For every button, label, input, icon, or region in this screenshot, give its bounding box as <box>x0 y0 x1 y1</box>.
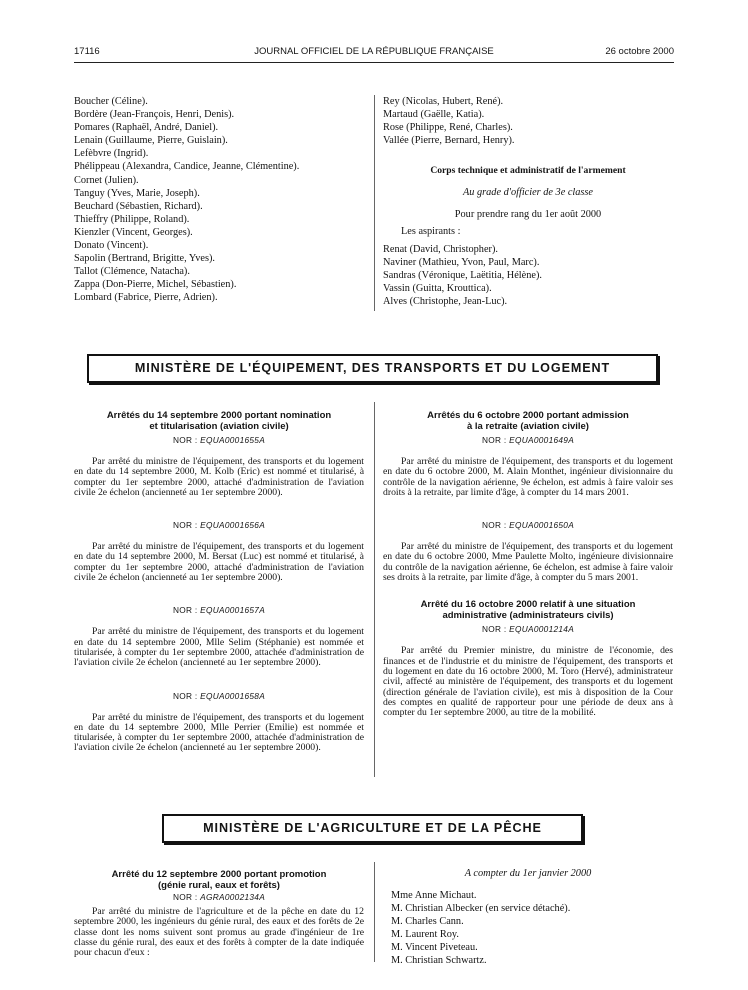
list-item: M. Laurent Roy. <box>391 929 459 941</box>
column-divider <box>374 862 375 962</box>
list-item: Lombard (Fabrice, Pierre, Adrien). <box>74 292 218 304</box>
list-item: Boucher (Céline). <box>74 96 148 107</box>
decree-title-line: Arrêté du 12 septembre 2000 portant promotion <box>111 869 327 880</box>
list-item: Rey (Nicolas, Hubert, René). <box>383 96 504 107</box>
nor-label: NOR : <box>481 435 507 445</box>
decree-paragraph: Par arrêté du Premier ministre, du ministre de l'économie, des finances et de l'industrie et du ministre de l'équipement, des transports et du logement en date du 16 octobre 2000, M. Toro (Hervé), administrateur civil, affecté au ministère de l'équipement, des transports et du logement (direction générale de l'aviation civile), est mis à disposition de la Cour des comptes en qualité de rapporteur pour une période de deux ans à compter du 1er septembre 2000, au titre de la mobilité. <box>383 645 673 719</box>
ministry-banner-equipement <box>87 354 658 383</box>
decree-title <box>383 410 673 432</box>
decree-paragraph: Par arrêté du ministre de l'équipement, des transports et du logement en date du 14 septembre 2000, Mlle Perrier (Emilie) est nommée et titularisée, à compter du 1er septembre 2000, attachée d'administration de l'aviation civile 2e échelon (ancienneté au 1er septembre 2000). <box>74 711 364 754</box>
aspirants-list <box>383 243 673 308</box>
decree-paragraph: Par arrêté du ministre de l'agriculture et de la pêche en date du 12 septembre 2000, les ingénieurs du génie rural, des eaux et des forêts de 2e classe dont les noms suivent sont promus au grade d'ingénieur de 1re classe du génie rural, des eaux et des forêts à compter de la date indiquée pour chacun d'eux : <box>74 906 364 959</box>
list-item: Donato (Vincent). <box>74 240 149 252</box>
ministry-title: MINISTÈRE DE L'AGRICULTURE ET DE LA PÊCHE <box>203 821 542 835</box>
nor-label: NOR : <box>172 605 198 616</box>
list-item: Martaud (Gaëlle, Katia). <box>383 109 485 121</box>
list-item: Rose (Philippe, René, Charles). <box>383 122 513 134</box>
list-item: Naviner (Mathieu, Yvon, Paul, Marc). <box>383 257 540 269</box>
nor-label: NOR : <box>172 892 198 902</box>
section1-right-column <box>383 410 673 718</box>
decree-title-line: à la retraite (aviation civile) <box>467 421 589 432</box>
decree-title-line: Arrêtés du 14 septembre 2000 portant nomination <box>106 410 332 421</box>
list-item: Tanguy (Yves, Marie, Joseph). <box>74 187 200 199</box>
nor-reference <box>383 520 673 530</box>
nor-code: EQUA0001657A <box>200 605 266 616</box>
decree-title <box>74 410 364 432</box>
nor-code: EQUA0001656A <box>200 520 266 531</box>
nor-label: NOR : <box>172 690 198 701</box>
list-item: Lenain (Guillaume, Pierre, Guislain). <box>74 135 228 147</box>
page-header <box>74 46 674 60</box>
page-number: 17116 <box>74 46 100 57</box>
nor-label: NOR : <box>481 520 507 531</box>
top-left-name-list <box>74 95 364 305</box>
list-item: Lefèbvre (Ingrid). <box>74 148 149 160</box>
decree-title <box>383 599 673 621</box>
decree-paragraph: Par arrêté du ministre de l'équipement, des transports et du logement en date du 6 octobre 2000, M. Alain Monthet, ingénieur divisionnaire du contrôle de la navigation aérienne, 9e échelon, est admis à faire valoir ses droits à la retraite, par limite d'âge, à compter du 14 mars 2001. <box>383 456 673 498</box>
nor-reference <box>74 520 364 530</box>
nor-code: EQUA0001655A <box>200 435 266 445</box>
aspirants-label: Les aspirants : <box>401 226 461 237</box>
decree-title <box>74 869 364 891</box>
decree-paragraph: Par arrêté du ministre de l'équipement, des transports et du logement en date du 14 septembre 2000, Mlle Selim (Stéphanie) est nommée et titularisée, à compter du 1er septembre 2000, attachée d'administration de l'aviation civile 2e échelon (ancienneté au 1er septembre 2000). <box>74 626 364 669</box>
corps-heading: Corps technique et administratif de l'armement <box>430 165 626 176</box>
list-item: M. Charles Cann. <box>391 916 464 928</box>
header-rule <box>74 62 674 63</box>
list-item: Bordère (Jean-François, Henri, Denis). <box>74 109 235 121</box>
nor-reference <box>74 691 364 701</box>
issue-date: 26 octobre 2000 <box>605 46 674 57</box>
effective-date-heading: A compter du 1er janvier 2000 <box>464 868 592 879</box>
corps-block <box>383 165 673 237</box>
decree-paragraph: Par arrêté du ministre de l'équipement, des transports et du logement en date du 6 octobre 2000, Mme Paulette Molto, ingénieure divisionnaire du contrôle de la navigation aérienne, 6e échelon, est admise à faire valoir ses droits à la retraite, par limite d'âge, à compter du 5 mars 2001. <box>383 541 673 584</box>
decree-title-line: administrative (administrateurs civils) <box>442 610 614 622</box>
column-divider <box>374 402 375 777</box>
decree-title-line: Arrêté du 16 octobre 2000 relatif à une situation <box>420 599 636 611</box>
nor-code: EQUA0001650A <box>509 520 575 531</box>
list-item: Tallot (Clémence, Natacha). <box>74 266 190 278</box>
list-item: Sandras (Véronique, Laëtitia, Hélène). <box>383 270 542 282</box>
section2-right-column <box>383 868 673 968</box>
decree-paragraph: Par arrêté du ministre de l'équipement, des transports et du logement en date du 14 septembre 2000, M. Kolb (Eric) est nommé et titularisé, à compter du 1er septembre 2000, attaché d'administration de l'aviation civile 2e échelon (ancienneté au 1er septembre 2000). <box>74 456 364 498</box>
list-item: Thieffry (Philippe, Roland). <box>74 213 190 225</box>
list-item: Beuchard (Sébastien, Richard). <box>74 200 203 212</box>
section2-left-column <box>74 869 364 958</box>
ministry-banner-agriculture <box>162 814 583 843</box>
decree-title-line: Arrêtés du 6 octobre 2000 portant admission <box>427 410 629 421</box>
list-item: Sapolin (Bertrand, Brigitte, Yves). <box>74 253 215 265</box>
list-item: M. Christian Schwartz. <box>391 955 487 967</box>
list-item: Vassin (Guitta, Krouttica). <box>383 283 492 295</box>
grade-line: Au grade d'officier de 3e classe <box>462 187 594 198</box>
list-item: Mme Anne Michaut. <box>391 890 477 901</box>
decree-title-line: (génie rural, eaux et forêts) <box>158 880 280 891</box>
rank-line: Pour prendre rang du 1er août 2000 <box>454 209 602 220</box>
list-item: Phélippeau (Alexandra, Candice, Jeanne, Clémentine). <box>74 161 300 173</box>
nor-reference <box>383 435 673 445</box>
list-item: Alves (Christophe, Jean-Luc). <box>383 296 508 308</box>
nor-reference <box>383 624 673 634</box>
nor-reference <box>74 605 364 615</box>
column-divider <box>374 95 375 311</box>
nor-reference <box>74 435 364 445</box>
list-item: Vallée (Pierre, Bernard, Henry). <box>383 135 515 147</box>
nor-code: AGRA0002134A <box>200 892 266 902</box>
top-right-name-list <box>383 95 673 147</box>
list-item: Zappa (Don-Pierre, Michel, Sébastien). <box>74 279 237 291</box>
list-item: Cornet (Julien). <box>74 174 139 186</box>
nor-reference <box>74 892 364 902</box>
list-item: Renat (David, Christopher). <box>383 244 498 255</box>
nor-label: NOR : <box>481 624 507 635</box>
nor-code: EQUA0001658A <box>200 690 266 701</box>
nor-code: EQUA0001649A <box>509 435 575 445</box>
promotion-name-list <box>383 889 673 968</box>
list-item: Kienzler (Vincent, Georges). <box>74 226 193 238</box>
ministry-title: MINISTÈRE DE L'ÉQUIPEMENT, DES TRANSPORTS ET DU LOGEMENT <box>134 361 611 375</box>
list-item: M. Christian Albecker (en service détaché). <box>391 903 571 915</box>
journal-title: JOURNAL OFFICIEL DE LA RÉPUBLIQUE FRANÇAISE <box>254 46 494 57</box>
list-item: Pomares (Raphaël, André, Daniel). <box>74 122 219 134</box>
nor-label: NOR : <box>172 520 198 531</box>
section1-left-column <box>74 410 364 754</box>
nor-label: NOR : <box>172 435 198 445</box>
decree-title-line: et titularisation (aviation civile) <box>149 421 289 432</box>
list-item: M. Vincent Piveteau. <box>391 942 478 954</box>
decree-paragraph: Par arrêté du ministre de l'équipement, des transports et du logement en date du 14 septembre 2000, M. Bersat (Luc) est nommé et titularisé, à compter du 1er septembre 2000, attaché d'administration de l'aviation civile 2e échelon (ancienneté au 1er septembre 2000). <box>74 541 364 584</box>
nor-code: EQUA0001214A <box>509 624 575 635</box>
